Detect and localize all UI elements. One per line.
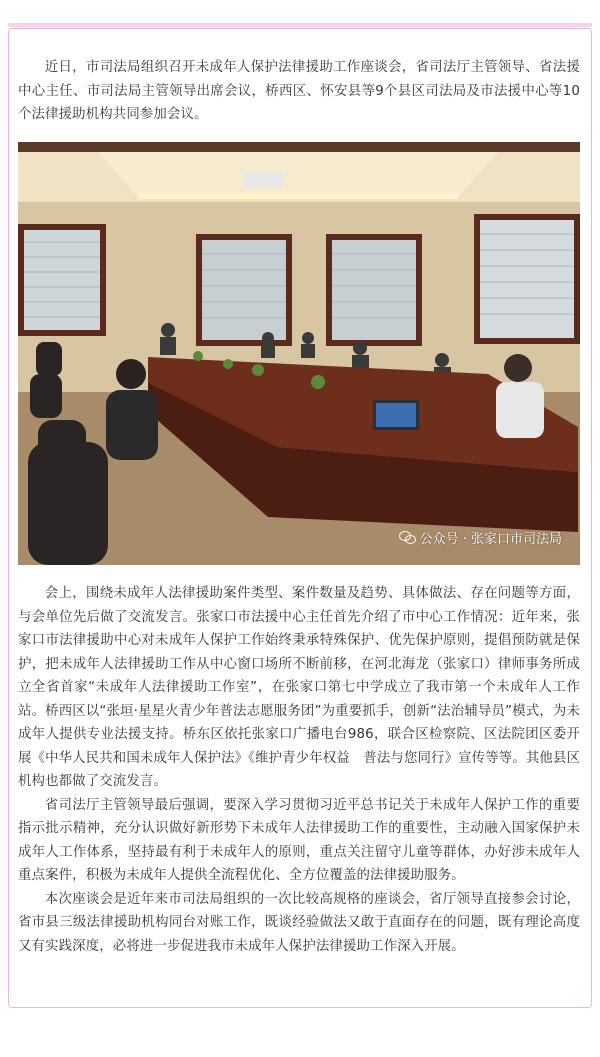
- article-body: [18, 582, 580, 958]
- photo-watermark: [399, 528, 562, 547]
- article-paragraph-3: 省司法厅主管领导最后强调，要深入学习贯彻习近平总书记关于未成年人保护工作的重要指示批示精神，充分认识做好新形势下未成年人法律援助工作的重要性，主动融入国家保护未成年人工作体系，坚持最有利于未成年人的原则，重点关注留守儿童等群体，办好涉未成年人重点案件，积极为未成年人提供全流程优化、全方位覆盖的法律援助服务。: [18, 797, 580, 883]
- wechat-icon: [399, 531, 415, 544]
- watermark-text: 公众号 · 张家口市司法局: [419, 532, 562, 547]
- article-paragraph-1: 近日，市司法局组织召开未成年人保护法律援助工作座谈会，省司法厅主管领导、省法援中心主任、市司法局主管领导出席会议，桥西区、怀安县等9个县区司法局及市法援中心等10个法律援助机构共同参加会议。: [18, 60, 580, 122]
- article-paragraph-2: 会上，围绕未成年人法律援助案件类型、案件数量及趋势、具体做法、存在问题等方面，与会单位先后做了交流发言。张家口市法援中心主任首先介绍了市中心工作情况：近年来，张家口市法律援助中心对未成年人保护工作始终秉承特殊保护、优先保护原则，提倡预防就是保护，把未成年人法律援助工作从中心窗口场所不断前移，在河北海龙（张家口）律师事务所成立全省首家“未成年人法律援助工作室”，在张家口第七中学成立了我市第一个未成年人工作站。桥西区以“张垣·星星火青少年普法志愿服务团”为重要抓手，创新“法治辅导员”模式，为未成年人提供专业法援支持。桥东区依托张家口广播电台986，联合区检察院、区法院团区委开展《中华人民共和国未成年人保护法》《维护青少年权益 普法与您同行》宣传等等。其他县区机构也都做了交流发言。: [18, 586, 581, 789]
- meeting-photo[interactable]: [18, 142, 580, 565]
- article-paragraph-4: 本次座谈会是近年来市司法局组织的一次比较高规格的座谈会，省厅领导直接参会讨论，省市县三级法律援助机构同台对账工作，既谈经验做法又敢于直面存在的问题，既有理论高度又有实践深度，必将进一步促进我市未成年人保护法律援助工作深入开展。: [18, 891, 580, 954]
